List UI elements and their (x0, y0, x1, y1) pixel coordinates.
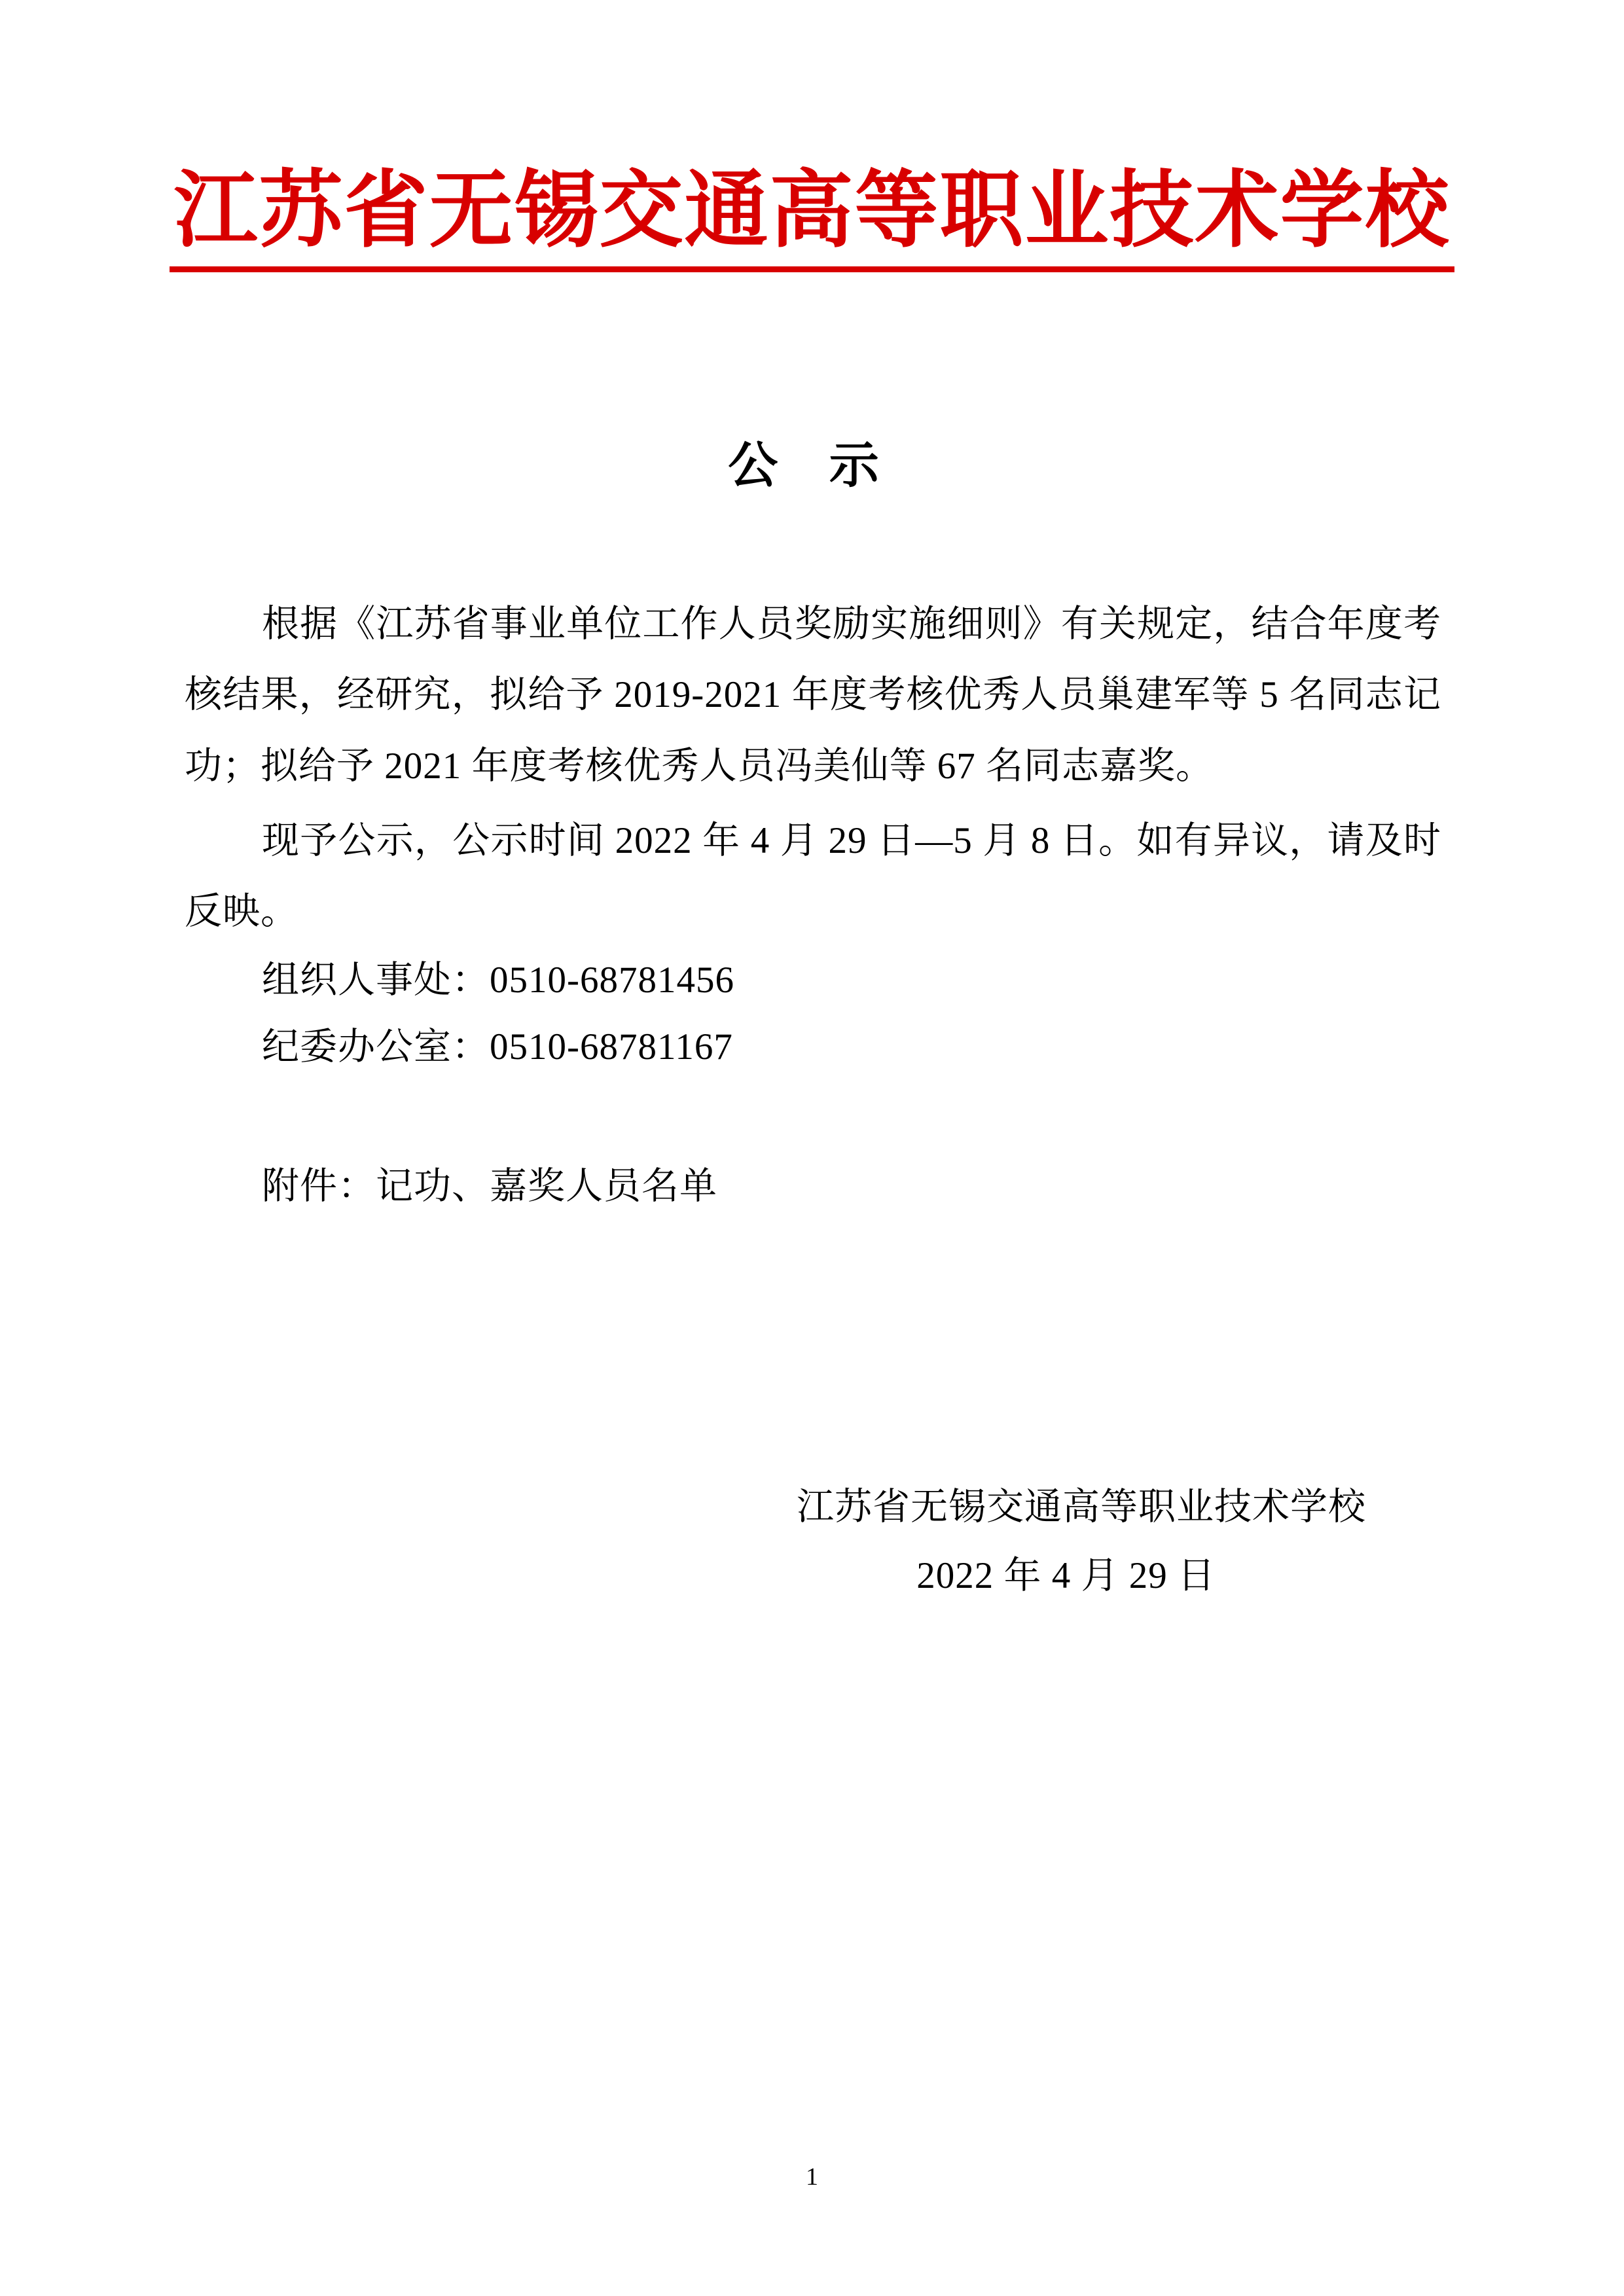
masthead-organization-title: 江苏省无锡交通高等职业技术学校 (170, 164, 1454, 272)
signature-organization: 江苏省无锡交通高等职业技术学校 (797, 1486, 1366, 1528)
signature-block (185, 1473, 1441, 1611)
contact-discipline-office: 纪委办公室：0510-68781167 (262, 1026, 733, 1067)
contact-personnel-office: 组织人事处：0510-68781456 (262, 960, 734, 1001)
page-number: 1 (806, 2163, 818, 2191)
signature-date: 2022 年 4 月 29 日 (916, 1555, 1216, 1597)
document-body (185, 589, 1441, 1221)
page-title: 公 示 (728, 436, 896, 494)
attachment-note: 附件：记功、嘉奖人员名单 (262, 1166, 717, 1208)
paragraph-publicity-period: 现予公示，公示时间 2022 年 4 月 29 日—5 月 8 日。如有异议，请及时反映。 (185, 819, 1441, 933)
masthead (0, 161, 1624, 272)
paragraph-regulation-basis: 根据《江苏省事业单位工作人员奖励实施细则》有关规定，结合年度考核结果，经研究，拟给予 2019-2021 年度考核优秀人员巢建军等 5 名同志记功；拟给予 2021 年度考核优秀人员冯美仙等 67 名同志嘉奖。 (185, 603, 1441, 787)
